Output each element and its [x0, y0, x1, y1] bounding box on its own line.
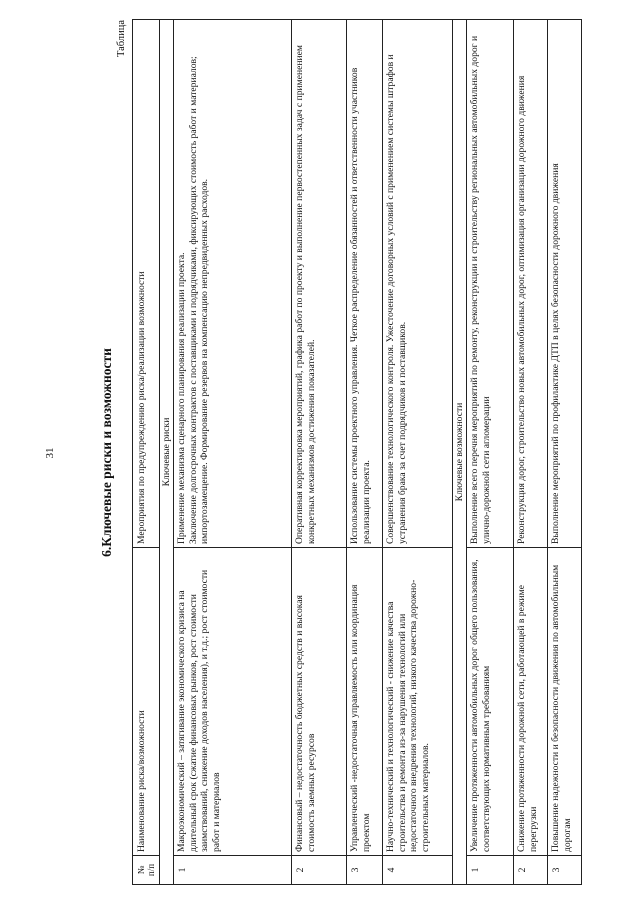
opportunity-measures: Выполнение мероприятий по профилактике ДТП в целях безопасности дорожного движения	[548, 20, 582, 548]
row-number: 4	[383, 856, 453, 885]
row-number: 3	[548, 856, 582, 885]
section-row-risks	[160, 20, 174, 885]
risk-measures: Использование системы проектного управления. Четкое распределение обязанностей и ответственности участников реализации проекта.	[347, 20, 383, 548]
row-number: 3	[347, 856, 383, 885]
opportunity-name: Увеличение протяженности автомобильных дорог общего пользования, соответствующих нормативным требованиям	[467, 548, 514, 856]
header-measures: Мероприятия по предупреждению риска/реализации возможности	[133, 20, 160, 548]
table-row	[514, 20, 548, 885]
header-number: № п/п	[133, 856, 160, 885]
table-row	[292, 20, 347, 885]
risk-measures: Совершенствование технологического контроля. Ужесточение договорных условий с применением системы штрафов и устранения брака за счет подрядчиков и поставщиков.	[383, 20, 453, 548]
risk-measures: Применение механизма сценарного планирования реализации проекта. Заключение долгосрочных контрактов с поставщиками и подрядчиками, фиксирующих стоимость работ и материалов; импортозамещение. Формирование резервов на компенсацию непредвиденных расходов.	[174, 20, 292, 548]
risk-name: Финансовый – недостаточность бюджетных средств и высокая стоимость заемных ресурсов	[292, 548, 347, 856]
row-number: 2	[514, 856, 548, 885]
opportunity-measures: Реконструкция дорог, строительство новых автомобильных дорог, оптимизация организации дорожного движения	[514, 20, 548, 548]
opportunity-name: Снижение протяженности дорожной сети, работающей в режиме перегрузки	[514, 548, 548, 856]
page-number: 31	[44, 447, 56, 459]
risks-table	[132, 19, 582, 885]
table-caption: Таблица	[116, 20, 127, 58]
table-row	[548, 20, 582, 885]
opportunity-name: Повышение надежности и безопасности движения по автомобильным дорогам	[548, 548, 582, 856]
risk-name: Научно-технический и технологический - снижение качества строительства и ремонта из-за нарушения технологий или недостаточного внедрения технологий, низкого качества дорожно-строительных материалов.	[383, 548, 453, 856]
row-number: 1	[467, 856, 514, 885]
risk-name: Макроэкономический – затягивание экономического кризиса на длительный срок (сжатие финансовых рынков, рост стоимости заимствований, снижение доходов населения), и т.д.; рост стоимости работ и материалов	[174, 548, 292, 856]
table-row	[467, 20, 514, 885]
row-number: 2	[292, 856, 347, 885]
section-row-opportunities	[453, 20, 467, 885]
table-row	[383, 20, 453, 885]
table-row	[174, 20, 292, 885]
header-name: Наименование риска/возможности	[133, 548, 160, 856]
opportunity-measures: Выполнение всего перечня мероприятий по ремонту, реконструкции и строительству региональных автомобильных дорог и улично-дорожной сети агломерации	[467, 20, 514, 548]
risk-measures: Оперативная корректировка мероприятий, графика работ по проекту и выполнение первостепенных задач с применением конкретных механизмов достижения показателей.	[292, 20, 347, 548]
risk-name: Управленческий -недостаточная управляемость или координация проектом	[347, 548, 383, 856]
row-number: 1	[174, 856, 292, 885]
section-title: Ключевые возможности	[453, 20, 467, 885]
table-row	[347, 20, 383, 885]
rotated-page-content	[96, 20, 628, 885]
page-title: 6.Ключевые риски и возможности	[99, 348, 114, 557]
section-title: Ключевые риски	[160, 20, 174, 885]
table-header-row	[133, 20, 160, 885]
